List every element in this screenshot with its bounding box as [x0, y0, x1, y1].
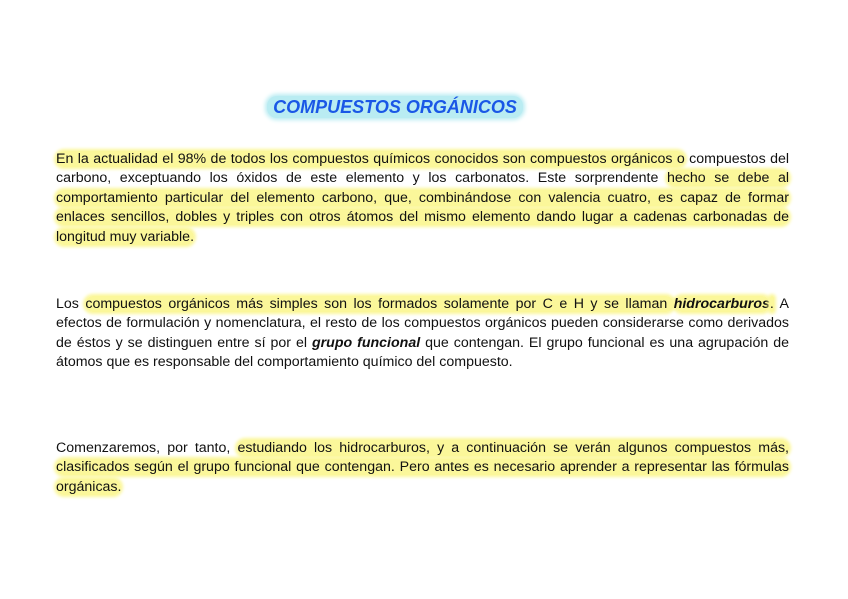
- body-text: que contengan. El grupo funcional es una agrupación de átomos que es responsable del comportamiento químico del compuesto.: [56, 334, 789, 371]
- highlighted-text: En la actualidad el 98% de todos los compuestos químicos conocidos son compuestos orgánicos o: [56, 151, 685, 167]
- body-text: Comenzaremos, por tanto,: [56, 440, 238, 456]
- highlighted-text: hecho se debe al comportamiento particular del elemento carbono, que, combinándose con valencia cuatro, es capaz de formar enlaces sencillos, dobles y triples con otros átomos del mismo elemento dando lugar a cadenas carbonadas de longitud muy variable.: [56, 170, 789, 245]
- page-title: COMPUESTOS ORGÁNICOS: [267, 96, 523, 118]
- body-text: compuestos del carbono, exceptuando los óxidos de este elemento y los carbonatos. Este sorprendente: [56, 151, 790, 187]
- paragraph-intro: [56, 150, 789, 247]
- body-text: Los: [56, 296, 86, 312]
- body-text: A efectos de formulación y nomenclatura, el resto de los compuestos orgánicos pueden considerarse como derivados de éstos y se distinguen entre sí por el: [56, 296, 789, 351]
- highlighted-text: compuestos orgánicos más simples son los formados solamente por C e H y se llaman: [85, 296, 674, 312]
- title-container: [0, 96, 790, 118]
- highlighted-term-hidrocarburos: hidrocarburos: [673, 296, 770, 312]
- paragraph-hydrocarbons: [56, 295, 789, 373]
- paragraph-plan: [56, 439, 789, 497]
- highlighted-text: estudiando los hidrocarburos, y a continuación se verán algunos compuestos más, clasificados según el grupo funcional que contengan. Pero antes es necesario aprender a representar las fórmulas orgánicas.: [56, 440, 789, 495]
- term-grupo-funcional: grupo funcional: [311, 334, 421, 351]
- highlighted-text: .: [769, 296, 774, 312]
